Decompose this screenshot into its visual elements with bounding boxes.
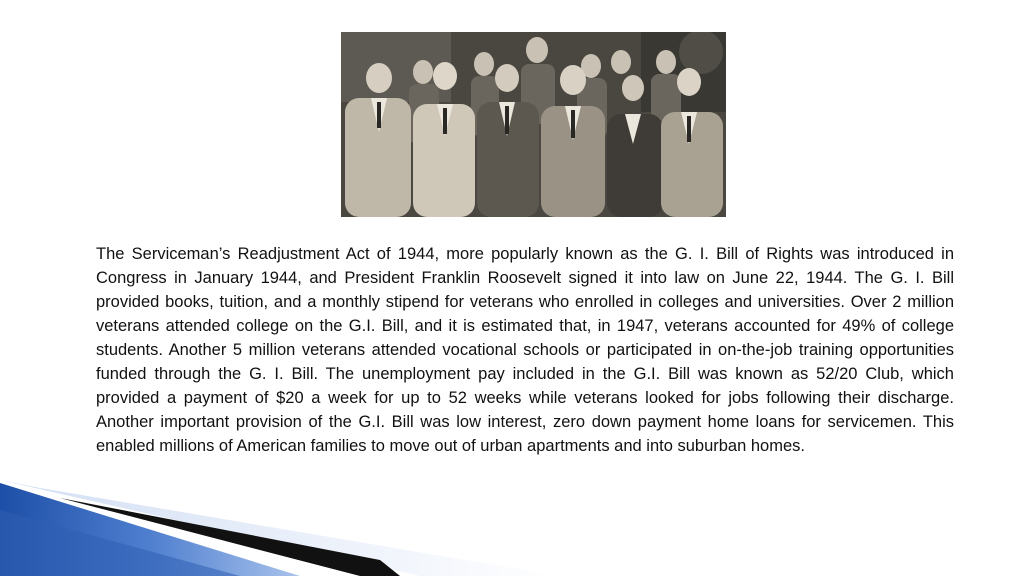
body-paragraph: The Serviceman’s Readjustment Act of 1944, more popularly known as the G. I. Bill of Rights was introduced in Congress in January 1944, and President Franklin Roosevelt signed it into law on June 22, 1944. The G. I. Bill provided books, tuition, and a monthly stipend for veterans who enrolled in colleges and universities. Over 2 million veterans attended college on the G.I. Bill, and it is estimated that, in 1947, veterans accounted for 49% of college students. Another 5 million veterans attended vocational schools or participated in on-the-job training opportunities funded through the G. I. Bill. The unemployment pay included in the G.I. Bill was known as 52/20 Club, which provided a payment of $20 a week for up to 52 weeks while veterans looked for jobs following their discharge. Another important provision of the G.I. Bill was low interest, zero down payment home loans for servicemen. This enabled millions of American families to move out of urban apartments and into suburban homes. [96,245,954,455]
